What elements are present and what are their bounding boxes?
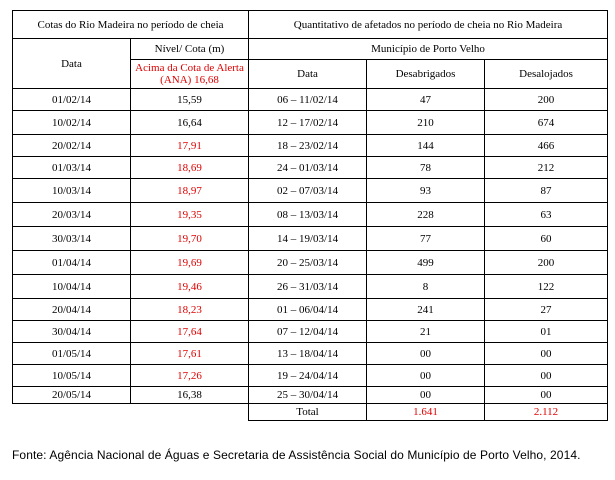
cell-cota: 17,61	[131, 343, 249, 365]
table-row	[13, 275, 608, 299]
municipio-header: Município de Porto Velho	[249, 39, 608, 60]
cell-desabrigados: 00	[367, 343, 485, 365]
cell-data: 01/04/14	[13, 251, 131, 275]
cell-desalojados: 60	[485, 227, 608, 251]
cell-data: 01/02/14	[13, 89, 131, 111]
cell-desabrigados: 00	[367, 365, 485, 387]
cell-periodo: 26 – 31/03/14	[249, 275, 367, 299]
cell-desalojados: 87	[485, 179, 608, 203]
cell-cota: 15,59	[131, 89, 249, 111]
right-table-title: Quantitativo de afetados no período de cheia no Rio Madeira	[249, 11, 608, 39]
table-row	[13, 251, 608, 275]
table-row	[13, 111, 608, 135]
cell-desalojados: 674	[485, 111, 608, 135]
cell-cota: 18,69	[131, 157, 249, 179]
cell-desabrigados: 8	[367, 275, 485, 299]
cell-desalojados: 466	[485, 135, 608, 157]
cell-cota: 19,70	[131, 227, 249, 251]
cell-periodo: 18 – 23/02/14	[249, 135, 367, 157]
cell-data: 10/03/14	[13, 179, 131, 203]
cell-cota: 16,64	[131, 111, 249, 135]
cell-data: 10/04/14	[13, 275, 131, 299]
cell-data: 20/04/14	[13, 299, 131, 321]
cell-data: 20/02/14	[13, 135, 131, 157]
table-row	[13, 179, 608, 203]
cell-desabrigados: 93	[367, 179, 485, 203]
table-row	[13, 157, 608, 179]
cell-desabrigados: 144	[367, 135, 485, 157]
cell-desabrigados: 00	[367, 387, 485, 404]
col-header-desalojados: Desalojados	[485, 60, 608, 89]
cell-desabrigados: 77	[367, 227, 485, 251]
source-caption: Fonte: Agência Nacional de Águas e Secretaria de Assistência Social do Município de Porto Velho, 2014.	[12, 448, 581, 462]
cell-desabrigados: 210	[367, 111, 485, 135]
cell-periodo: 07 – 12/04/14	[249, 321, 367, 343]
col-header-data: Data	[13, 39, 131, 89]
cell-data: 10/05/14	[13, 365, 131, 387]
cell-desabrigados: 228	[367, 203, 485, 227]
col-header-data-periodo: Data	[249, 60, 367, 89]
table-row	[13, 227, 608, 251]
cell-cota: 16,38	[131, 387, 249, 404]
cell-desalojados: 200	[485, 89, 608, 111]
cell-cota: 19,69	[131, 251, 249, 275]
total-label: Total	[249, 404, 367, 421]
col-header-desabrigados: Desabrigados	[367, 60, 485, 89]
cell-cota: 18,97	[131, 179, 249, 203]
cell-desalojados: 63	[485, 203, 608, 227]
cell-periodo: 12 – 17/02/14	[249, 111, 367, 135]
table-row	[13, 135, 608, 157]
cell-periodo: 02 – 07/03/14	[249, 179, 367, 203]
cell-data: 20/03/14	[13, 203, 131, 227]
total-desabrigados: 1.641	[367, 404, 485, 421]
flood-data-table	[12, 10, 608, 421]
cell-cota: 17,64	[131, 321, 249, 343]
cell-periodo: 19 – 24/04/14	[249, 365, 367, 387]
total-desalojados: 2.112	[485, 404, 608, 421]
cell-periodo: 13 – 18/04/14	[249, 343, 367, 365]
cell-data: 30/03/14	[13, 227, 131, 251]
col-header-nivel: Nível/ Cota (m)	[131, 39, 249, 60]
table-row	[13, 89, 608, 111]
table-row	[13, 387, 608, 404]
cell-cota: 17,91	[131, 135, 249, 157]
cell-desabrigados: 241	[367, 299, 485, 321]
cell-desalojados: 00	[485, 387, 608, 404]
left-table-title: Cotas do Rio Madeira no período de cheia	[13, 11, 249, 39]
cell-cota: 17,26	[131, 365, 249, 387]
cell-periodo: 08 – 13/03/14	[249, 203, 367, 227]
cell-periodo: 25 – 30/04/14	[249, 387, 367, 404]
cell-cota: 19,35	[131, 203, 249, 227]
cell-data: 01/03/14	[13, 157, 131, 179]
cell-desalojados: 00	[485, 343, 608, 365]
cell-cota: 19,46	[131, 275, 249, 299]
table-row	[13, 299, 608, 321]
table-row	[13, 203, 608, 227]
table-row	[13, 321, 608, 343]
cell-periodo: 14 – 19/03/14	[249, 227, 367, 251]
alert-note: Acima da Cota de Alerta (ANA) 16,68	[131, 60, 249, 89]
cell-periodo: 20 – 25/03/14	[249, 251, 367, 275]
cell-desabrigados: 47	[367, 89, 485, 111]
table-row	[13, 343, 608, 365]
cell-data: 01/05/14	[13, 343, 131, 365]
cell-periodo: 01 – 06/04/14	[249, 299, 367, 321]
cell-desabrigados: 499	[367, 251, 485, 275]
total-row	[13, 404, 608, 421]
cell-desabrigados: 21	[367, 321, 485, 343]
cell-data: 20/05/14	[13, 387, 131, 404]
cell-desalojados: 00	[485, 365, 608, 387]
cell-desalojados: 212	[485, 157, 608, 179]
cell-cota: 18,23	[131, 299, 249, 321]
cell-data: 10/02/14	[13, 111, 131, 135]
cell-desalojados: 01	[485, 321, 608, 343]
cell-desalojados: 200	[485, 251, 608, 275]
cell-desalojados: 27	[485, 299, 608, 321]
cell-desabrigados: 78	[367, 157, 485, 179]
cell-desalojados: 122	[485, 275, 608, 299]
cell-periodo: 24 – 01/03/14	[249, 157, 367, 179]
cell-periodo: 06 – 11/02/14	[249, 89, 367, 111]
total-blank	[13, 404, 249, 421]
cell-data: 30/04/14	[13, 321, 131, 343]
table-row	[13, 365, 608, 387]
